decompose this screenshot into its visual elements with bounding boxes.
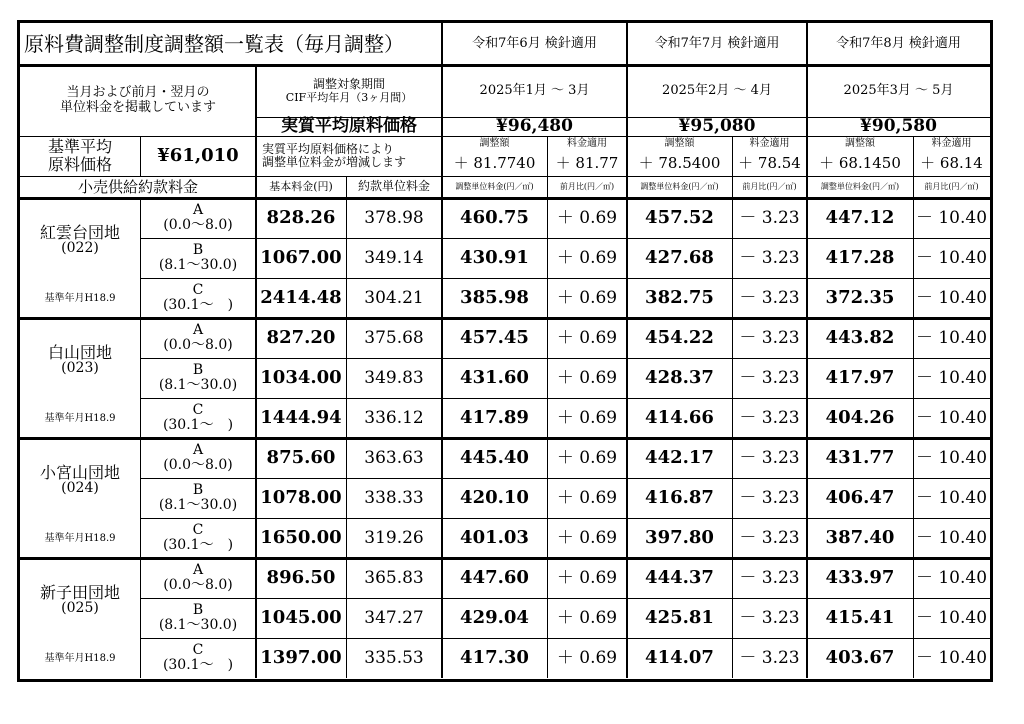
tier-label bbox=[140, 438, 256, 478]
adj-amount-value: ＋ 78.5400 bbox=[638, 153, 721, 172]
base-year: 基準年月H18.9 bbox=[44, 652, 116, 664]
adj-unit-fee-value: 433.97 bbox=[825, 567, 895, 589]
rule-line bbox=[140, 278, 990, 279]
column-rule bbox=[732, 136, 733, 678]
adj-unit-fee-value: 414.07 bbox=[645, 647, 714, 669]
tier-label bbox=[140, 238, 256, 278]
basic-fee-label: 基本料金(円) bbox=[269, 179, 333, 193]
month-label: 令和7年8月 検針適用 bbox=[836, 35, 961, 51]
period-label-2: CIF平均年月（3ヶ月間） bbox=[285, 90, 413, 104]
rule-line bbox=[256, 136, 442, 137]
base-label-1: 基準平均 bbox=[47, 137, 112, 157]
adj-unit-fee-value: 401.03 bbox=[460, 527, 529, 549]
rule-line bbox=[20, 64, 990, 67]
note-line-1: 当月および前月・翌月の bbox=[66, 85, 210, 101]
base-year: 基準年月H18.9 bbox=[44, 292, 116, 304]
prev-ratio-value: － 3.23 bbox=[739, 647, 800, 668]
fee-apply-label: 料金適用 bbox=[931, 137, 972, 149]
adj-unit-fee-value: 385.98 bbox=[460, 287, 529, 309]
prev-ratio-value: － 10.40 bbox=[915, 407, 988, 428]
unit-fee-value: 338.33 bbox=[364, 487, 424, 508]
retail-fee-label: 小売供給約款料金 bbox=[77, 177, 198, 196]
district-label: 紅雲台団地 bbox=[39, 222, 120, 242]
basic-fee-value: 827.20 bbox=[266, 327, 336, 349]
column-rule bbox=[346, 176, 347, 678]
tier-range: (30.1～ ) bbox=[162, 297, 234, 313]
tier-label bbox=[140, 198, 256, 238]
period-label-1: 調整対象期間 bbox=[312, 77, 385, 92]
unit-fee-value: 363.63 bbox=[364, 447, 424, 468]
prev-ratio-value: ＋ 0.69 bbox=[556, 287, 618, 308]
adj-unit-fee-value: 444.37 bbox=[645, 567, 714, 589]
prev-ratio-value: ＋ 0.69 bbox=[556, 607, 618, 628]
prev-ratio-value: － 10.40 bbox=[915, 447, 988, 468]
rule-line bbox=[140, 398, 990, 399]
adj-unit-fee-label: 調整単位料金(円／㎥) bbox=[820, 181, 900, 191]
prev-ratio-value: － 3.23 bbox=[739, 407, 800, 428]
prev-ratio-value: ＋ 0.69 bbox=[556, 447, 618, 468]
unit-fee-value: 304.21 bbox=[364, 287, 424, 308]
district-label: 小宮山団地 bbox=[39, 462, 120, 482]
adj-unit-fee-value: 417.89 bbox=[460, 407, 529, 429]
district-name bbox=[20, 570, 140, 630]
district-code: (024) bbox=[61, 480, 99, 497]
tier-letter: C bbox=[192, 521, 204, 538]
avg-price-value: ¥95,080 bbox=[678, 116, 756, 137]
tier-label bbox=[140, 518, 256, 558]
column-rule bbox=[255, 65, 257, 678]
unit-fee-value: 336.12 bbox=[364, 407, 424, 428]
prev-ratio-value: ＋ 0.69 bbox=[556, 647, 618, 668]
rule-line bbox=[140, 518, 990, 519]
prev-ratio-value: － 3.23 bbox=[739, 247, 800, 268]
period-label: 2025年2月 ～ 4月 bbox=[662, 82, 772, 98]
adj-unit-fee-value: 403.67 bbox=[825, 647, 895, 669]
prev-ratio-value: － 3.23 bbox=[739, 487, 800, 508]
prev-ratio-value: ＋ 0.69 bbox=[556, 207, 618, 228]
adj-amount-label: 調整額 bbox=[845, 137, 875, 149]
adj-unit-fee-value: 447.12 bbox=[825, 207, 895, 229]
prev-ratio-value: ＋ 0.69 bbox=[556, 567, 618, 588]
prev-ratio-value: ＋ 0.69 bbox=[556, 367, 618, 388]
adj-unit-fee-value: 460.75 bbox=[460, 207, 529, 229]
prev-ratio-value: － 10.40 bbox=[915, 567, 988, 588]
tier-range: (0.0～8.0) bbox=[163, 577, 233, 593]
adj-unit-fee-value: 428.37 bbox=[645, 367, 714, 389]
prev-ratio-value: － 10.40 bbox=[915, 327, 988, 348]
prev-ratio-value: － 10.40 bbox=[915, 647, 988, 668]
adj-amount-value: ＋ 81.7740 bbox=[453, 153, 536, 172]
adj-unit-fee-label: 調整単位料金(円／㎥) bbox=[455, 181, 534, 191]
adjustment-note bbox=[256, 136, 442, 176]
avg-price-value: ¥96,480 bbox=[496, 116, 573, 137]
base-label-2: 原料価格 bbox=[47, 155, 112, 174]
basic-fee-value: 1650.00 bbox=[260, 527, 342, 549]
adj-unit-fee-value: 442.17 bbox=[645, 447, 714, 469]
prev-ratio-value: － 10.40 bbox=[915, 607, 988, 628]
tier-letter: B bbox=[192, 601, 204, 618]
page-title: 原料費調整制度調整額一覧表（毎月調整） bbox=[24, 32, 404, 56]
prev-ratio-value: － 3.23 bbox=[739, 367, 800, 388]
adj-unit-fee-value: 457.52 bbox=[645, 207, 714, 229]
period-label: 2025年1月 ～ 3月 bbox=[479, 82, 590, 98]
district-name bbox=[20, 330, 140, 390]
rule-line bbox=[20, 197, 990, 200]
tier-letter: C bbox=[192, 401, 204, 418]
prev-ratio-value: ＋ 0.69 bbox=[556, 327, 618, 348]
column-rule bbox=[140, 136, 141, 176]
prev-ratio-label: 前月比(円／㎥) bbox=[742, 181, 797, 191]
prev-ratio-label: 前月比(円／㎥) bbox=[559, 181, 615, 191]
tier-letter: A bbox=[192, 201, 204, 218]
rule-line bbox=[140, 478, 990, 479]
adj-unit-fee-value: 431.77 bbox=[825, 447, 895, 469]
tier-range: (0.0～8.0) bbox=[163, 217, 233, 233]
prev-ratio-value: － 3.23 bbox=[739, 327, 800, 348]
prev-ratio-value: － 3.23 bbox=[739, 287, 800, 308]
adj-unit-fee-value: 417.30 bbox=[460, 647, 529, 669]
tier-letter: C bbox=[192, 641, 204, 658]
prev-ratio-value: ＋ 0.69 bbox=[556, 407, 618, 428]
tier-letter: A bbox=[192, 561, 204, 578]
column-rule bbox=[913, 136, 914, 678]
base-year: 基準年月H18.9 bbox=[44, 532, 116, 544]
prev-ratio-value: ＋ 0.69 bbox=[556, 487, 618, 508]
rule-line bbox=[20, 136, 256, 137]
header-note bbox=[20, 65, 256, 136]
basic-fee-value: 828.26 bbox=[266, 207, 336, 229]
tier-letter: A bbox=[192, 441, 204, 458]
adj-amount-label: 調整額 bbox=[664, 137, 695, 149]
rule-line bbox=[20, 437, 990, 440]
basic-fee-value: 1444.94 bbox=[260, 407, 342, 429]
basic-fee-value: 1034.00 bbox=[260, 367, 342, 389]
adj-unit-fee-value: 420.10 bbox=[460, 487, 529, 509]
tier-range: (8.1～30.0) bbox=[158, 257, 238, 273]
tier-letter: B bbox=[192, 481, 204, 498]
adj-amount-label: 調整額 bbox=[479, 137, 510, 149]
unit-fee-value: 378.98 bbox=[364, 207, 424, 228]
tier-label bbox=[140, 398, 256, 438]
rule-line bbox=[442, 136, 990, 137]
tier-range: (30.1～ ) bbox=[162, 537, 234, 553]
column-rule bbox=[806, 23, 808, 678]
district-name bbox=[20, 210, 140, 270]
month-label: 令和7年7月 検針適用 bbox=[654, 35, 780, 51]
unit-fee-value: 365.83 bbox=[364, 567, 424, 588]
period-label: 2025年3月 ～ 5月 bbox=[843, 82, 954, 98]
district-code: (023) bbox=[61, 360, 99, 377]
tier-letter: C bbox=[192, 281, 204, 298]
unit-fee-label: 約款単位料金 bbox=[357, 179, 430, 194]
prev-ratio-value: － 10.40 bbox=[915, 487, 988, 508]
adj-unit-fee-value: 425.81 bbox=[645, 607, 714, 629]
rule-line bbox=[140, 238, 990, 239]
month-label: 令和7年6月 検針適用 bbox=[472, 35, 597, 51]
avg-price-label: 実質平均原料価格 bbox=[281, 116, 417, 137]
column-rule bbox=[441, 23, 443, 678]
adj-unit-fee-value: 457.45 bbox=[460, 327, 529, 349]
adj-unit-fee-value: 443.82 bbox=[825, 327, 895, 349]
adj-unit-fee-value: 417.97 bbox=[825, 367, 895, 389]
adj-unit-fee-value: 427.68 bbox=[645, 247, 714, 269]
rule-line bbox=[20, 176, 990, 177]
basic-fee-value: 1078.00 bbox=[260, 487, 342, 509]
district-code: (022) bbox=[61, 240, 99, 257]
rule-line bbox=[20, 557, 990, 560]
rule-line bbox=[140, 358, 990, 359]
prev-ratio-value: － 3.23 bbox=[739, 447, 800, 468]
adj-unit-fee-value: 414.66 bbox=[645, 407, 714, 429]
column-rule bbox=[547, 136, 548, 678]
basic-fee-value: 896.50 bbox=[266, 567, 336, 589]
rule-line bbox=[256, 117, 990, 118]
prev-ratio-label: 前月比(円／㎥) bbox=[924, 181, 979, 191]
prev-ratio-value: － 3.23 bbox=[739, 567, 800, 588]
tier-label bbox=[140, 358, 256, 398]
adj-unit-fee-value: 431.60 bbox=[460, 367, 529, 389]
adj-unit-fee-label: 調整単位料金(円／㎥) bbox=[640, 181, 719, 191]
adj-unit-fee-value: 416.87 bbox=[645, 487, 714, 509]
prev-ratio-value: － 10.40 bbox=[915, 287, 988, 308]
district-code: (025) bbox=[61, 600, 99, 617]
fee-apply-value: ＋ 78.54 bbox=[738, 153, 801, 172]
tier-range: (8.1～30.0) bbox=[158, 617, 238, 633]
unit-fee-value: 375.68 bbox=[364, 327, 424, 348]
rate-table bbox=[17, 20, 993, 682]
adj-unit-fee-value: 406.47 bbox=[825, 487, 895, 509]
prev-ratio-value: － 3.23 bbox=[739, 207, 800, 228]
adj-unit-fee-value: 454.22 bbox=[645, 327, 714, 349]
unit-fee-value: 319.26 bbox=[364, 527, 424, 548]
adj-unit-fee-value: 415.41 bbox=[825, 607, 895, 629]
basic-fee-value: 875.60 bbox=[266, 447, 336, 469]
period-header bbox=[256, 65, 442, 117]
prev-ratio-value: － 10.40 bbox=[915, 367, 988, 388]
tier-range: (0.0～8.0) bbox=[163, 337, 233, 353]
tier-range: (0.0～8.0) bbox=[163, 457, 233, 473]
tier-letter: B bbox=[192, 361, 204, 378]
adj-unit-fee-value: 404.26 bbox=[825, 407, 895, 429]
fee-apply-label: 料金適用 bbox=[749, 137, 790, 149]
adj-unit-fee-value: 429.04 bbox=[460, 607, 529, 629]
district-name bbox=[20, 450, 140, 510]
column-rule bbox=[140, 198, 141, 678]
adj-unit-fee-value: 387.40 bbox=[825, 527, 895, 549]
tier-label bbox=[140, 638, 256, 678]
base-price-value: ¥61,010 bbox=[157, 145, 239, 167]
tier-label bbox=[140, 318, 256, 358]
rule-line bbox=[140, 638, 990, 639]
avg-price-value: ¥90,580 bbox=[860, 116, 937, 137]
base-price-label bbox=[20, 136, 140, 176]
adj-note-1: 実質平均原料価格により bbox=[262, 141, 395, 156]
adj-note-2: 調整単位料金が増減します bbox=[262, 155, 407, 169]
prev-ratio-value: ＋ 0.69 bbox=[556, 247, 618, 268]
adj-unit-fee-value: 417.28 bbox=[825, 247, 895, 269]
tier-label bbox=[140, 558, 256, 598]
district-label: 新子田団地 bbox=[39, 582, 120, 602]
note-line-2: 単位料金を掲載しています bbox=[59, 99, 216, 115]
tier-range: (8.1～30.0) bbox=[158, 377, 238, 393]
tier-range: (30.1～ ) bbox=[162, 417, 234, 433]
basic-fee-value: 1045.00 bbox=[260, 607, 342, 629]
tier-range: (8.1～30.0) bbox=[158, 497, 238, 513]
basic-fee-value: 2414.48 bbox=[260, 287, 342, 309]
unit-fee-value: 335.53 bbox=[364, 647, 424, 668]
rule-line bbox=[20, 317, 990, 320]
column-rule bbox=[626, 23, 628, 678]
adj-unit-fee-value: 372.35 bbox=[825, 287, 895, 309]
tier-letter: A bbox=[192, 321, 204, 338]
fee-apply-value: ＋ 81.77 bbox=[555, 153, 619, 172]
adj-unit-fee-value: 430.91 bbox=[460, 247, 529, 269]
district-label: 白山団地 bbox=[47, 342, 112, 362]
base-year: 基準年月H18.9 bbox=[44, 412, 116, 424]
unit-fee-value: 349.14 bbox=[364, 247, 424, 268]
unit-fee-value: 349.83 bbox=[364, 367, 424, 388]
prev-ratio-value: ＋ 0.69 bbox=[556, 527, 618, 548]
prev-ratio-value: － 3.23 bbox=[739, 607, 800, 628]
adj-amount-value: ＋ 68.1450 bbox=[819, 153, 901, 172]
prev-ratio-value: － 10.40 bbox=[915, 247, 988, 268]
adj-unit-fee-value: 445.40 bbox=[460, 447, 529, 469]
prev-ratio-value: － 10.40 bbox=[915, 527, 988, 548]
fee-apply-value: ＋ 68.14 bbox=[920, 153, 983, 172]
tier-range: (30.1～ ) bbox=[162, 657, 234, 673]
basic-fee-value: 1397.00 bbox=[260, 647, 342, 669]
prev-ratio-value: － 10.40 bbox=[915, 207, 988, 228]
prev-ratio-value: － 3.23 bbox=[739, 527, 800, 548]
tier-label bbox=[140, 478, 256, 518]
tier-label bbox=[140, 278, 256, 318]
adj-unit-fee-value: 447.60 bbox=[460, 567, 529, 589]
adj-unit-fee-value: 397.80 bbox=[645, 527, 714, 549]
basic-fee-value: 1067.00 bbox=[260, 247, 342, 269]
fee-apply-label: 料金適用 bbox=[567, 137, 607, 149]
tier-label bbox=[140, 598, 256, 638]
unit-fee-value: 347.27 bbox=[364, 607, 424, 628]
tier-letter: B bbox=[192, 241, 204, 258]
rule-line bbox=[140, 598, 990, 599]
adj-unit-fee-value: 382.75 bbox=[645, 287, 714, 309]
